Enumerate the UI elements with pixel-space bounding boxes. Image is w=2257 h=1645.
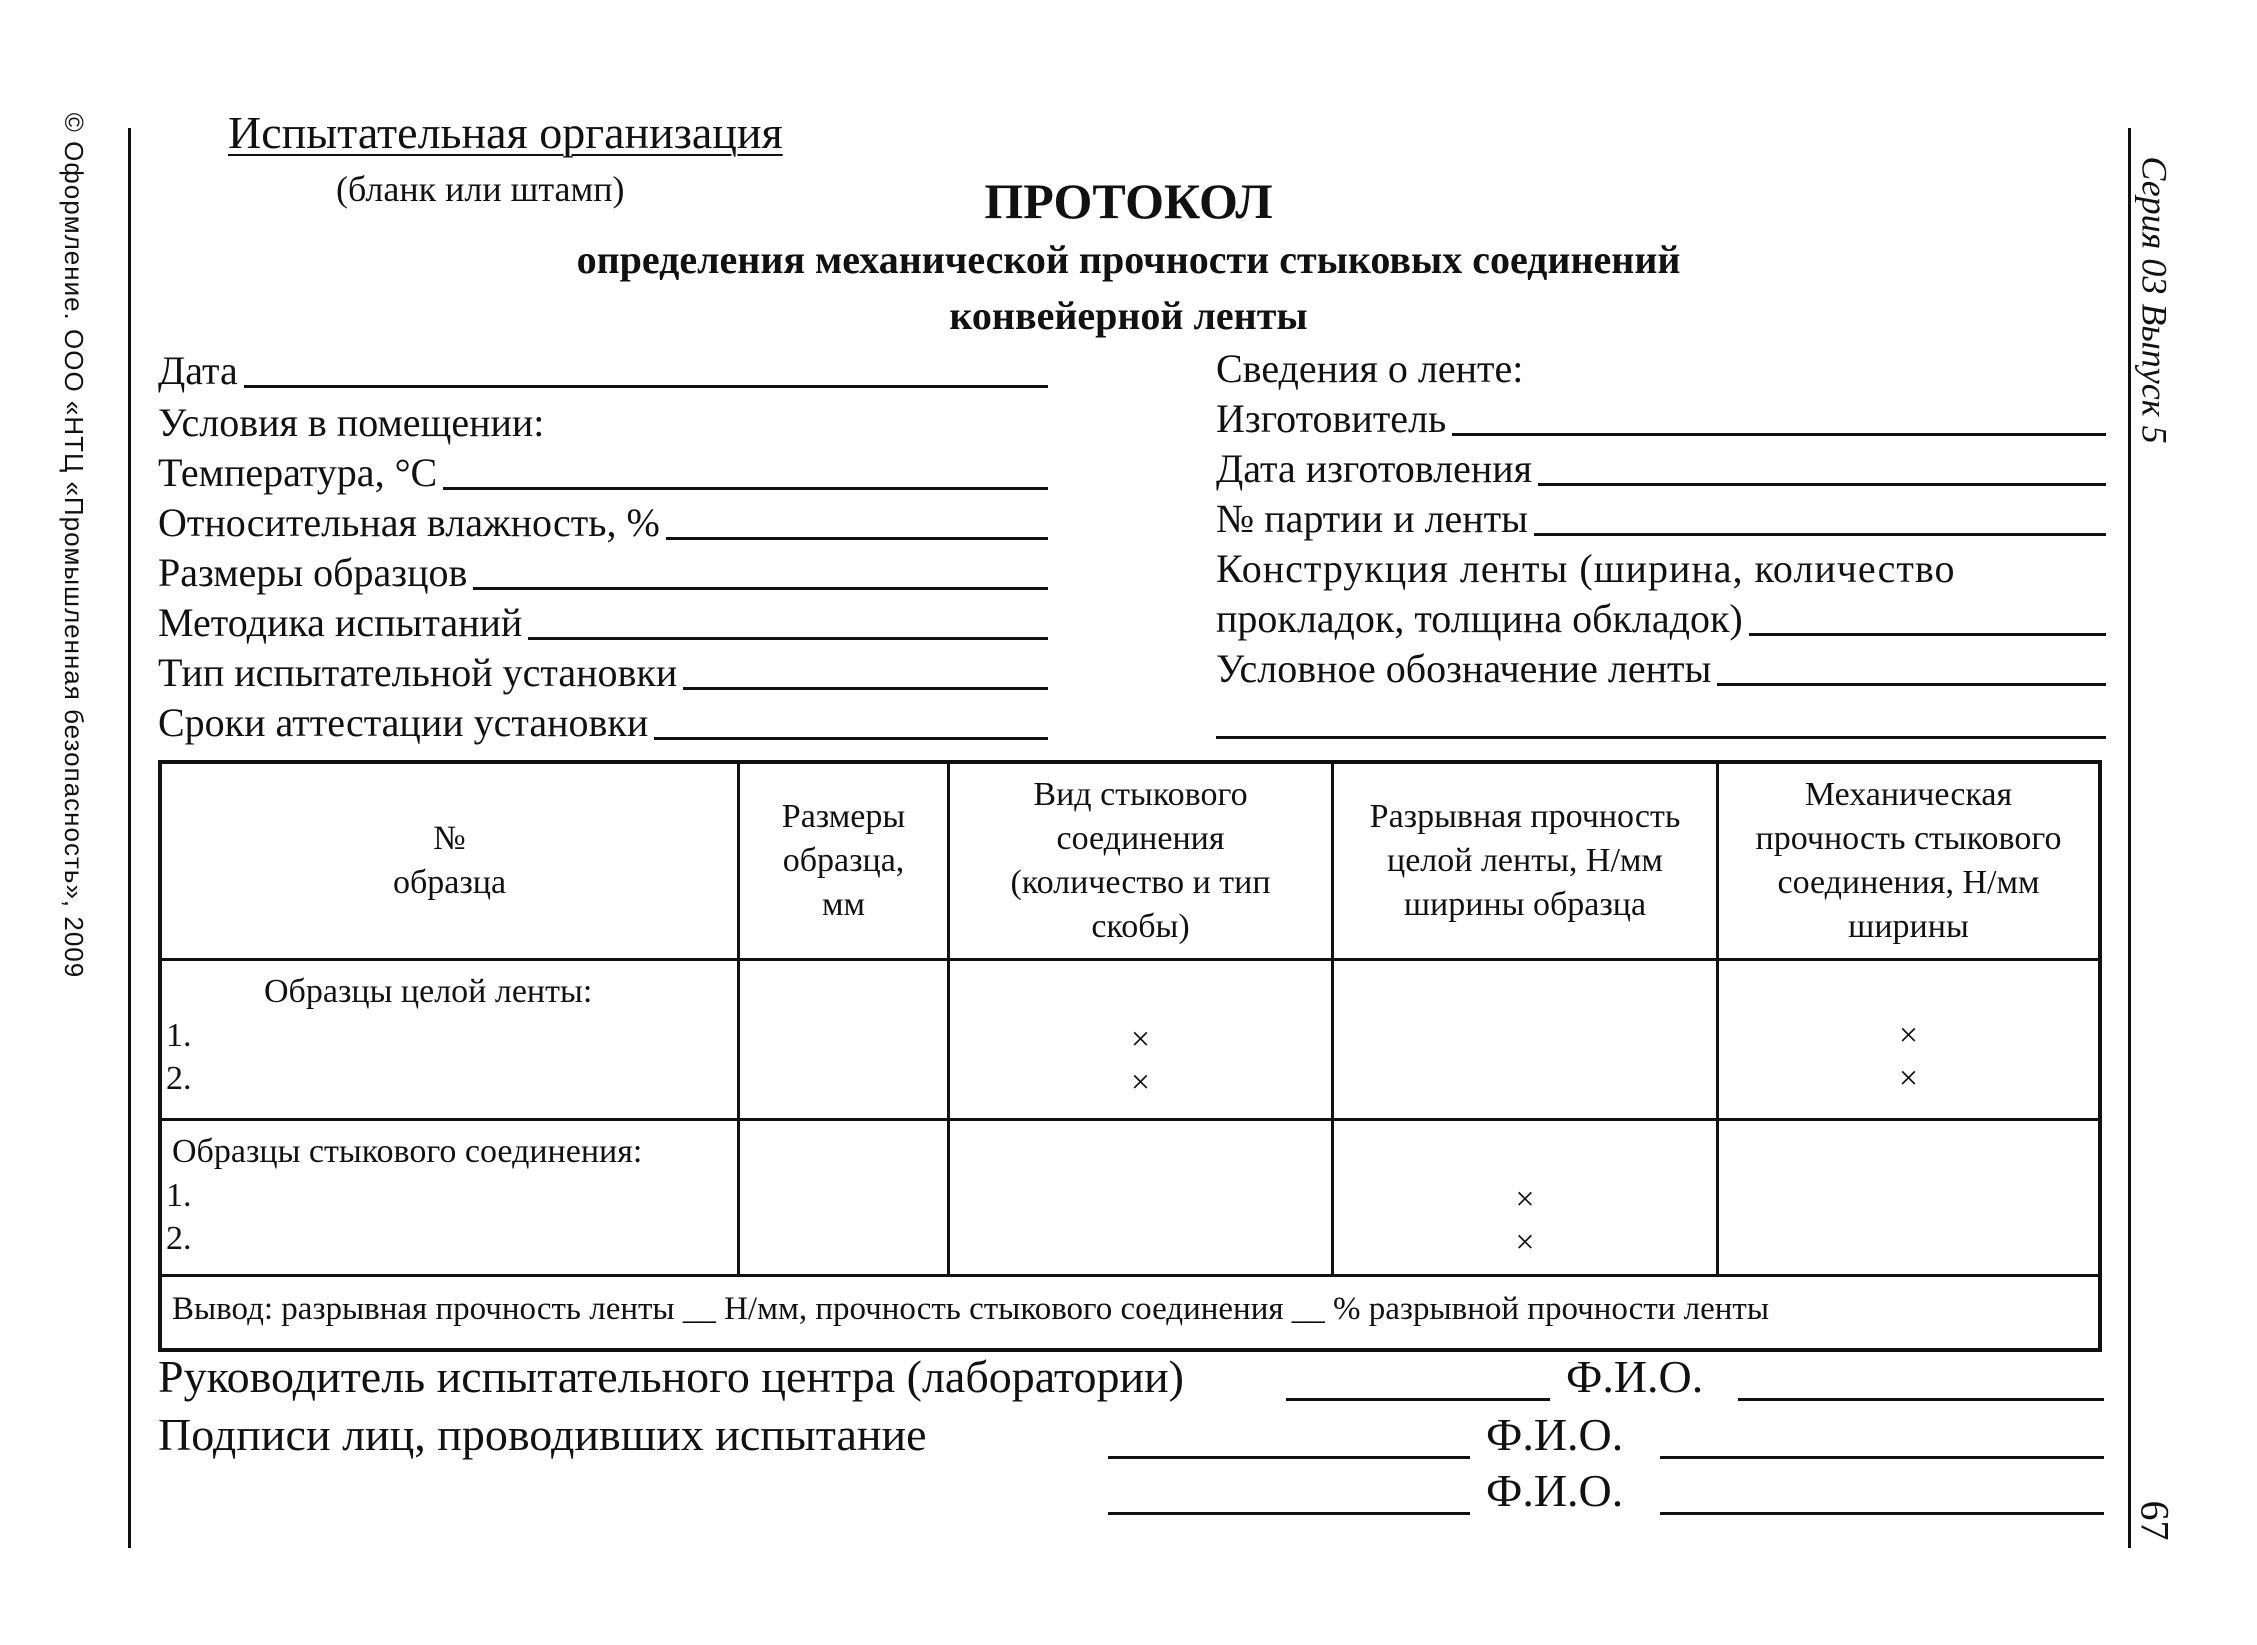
head-fio-line[interactable] <box>1738 1398 2104 1401</box>
testers-signature-label: Подписи лиц, проводивших испытание <box>158 1409 927 1460</box>
group2-label: Образцы стыкового соединения: <box>172 1133 643 1170</box>
manufacturer-label: Изготовитель <box>1216 396 1447 441</box>
series-text: Серия 03 Выпуск 5 <box>2135 156 2176 444</box>
conclusion-divider <box>162 1274 2098 1277</box>
document-subtitle-2: конвейерной ленты <box>949 293 1308 338</box>
group2-row2-breaking-mark: × <box>1515 1224 1535 1261</box>
results-table <box>158 760 2102 1352</box>
page-number-text: 67 <box>2132 1500 2178 1540</box>
manufacturer-field[interactable] <box>1216 394 2106 442</box>
header-sample-size: Размеры образца, мм <box>781 798 906 923</box>
method-blank[interactable] <box>528 636 1048 640</box>
installation-type-label: Тип испытательной установки <box>158 650 678 695</box>
humidity-field[interactable] <box>158 498 1048 546</box>
header-joint-strength: Механическая прочность стыкового соединения, Н/мм ширины <box>1755 776 2062 945</box>
group-divider <box>162 1118 2098 1121</box>
temperature-blank[interactable] <box>443 486 1048 490</box>
designation-label: Условное обозначение ленты <box>1216 646 1712 691</box>
group1-row1-joint-mark: × <box>1130 1021 1151 1058</box>
group1-row1-strength-mark: × <box>1898 1017 1919 1054</box>
sample-sizes-blank[interactable] <box>473 586 1048 590</box>
attestation-field[interactable] <box>158 698 1048 746</box>
conclusion-text: Вывод: разрывная прочность ленты __ Н/мм, прочность стыкового соединения __ % разрывной прочности ленты <box>172 1291 1770 1327</box>
humidity-label: Относительная влажность, % <box>158 500 660 545</box>
installation-type-field[interactable] <box>158 648 1048 696</box>
group2-row1-breaking-mark: × <box>1515 1181 1535 1218</box>
test-organization: Испытательная организация <box>228 107 783 158</box>
head-signature-label: Руководитель испытательного центра (лаборатории) <box>158 1351 1184 1402</box>
construction-label-2: прокладок, толщина обкладок) <box>1216 596 1743 641</box>
tester2-fio-label: Ф.И.О. <box>1486 1465 1624 1516</box>
group1-row2-no: 2. <box>166 1060 192 1097</box>
header-divider <box>162 958 2098 961</box>
humidity-blank[interactable] <box>666 536 1048 540</box>
stamp-note: (бланк или штамп) <box>336 169 625 209</box>
group2-row1-no: 1. <box>166 1177 192 1214</box>
tester2-fio-line[interactable] <box>1660 1512 2104 1515</box>
group1-row1-no: 1. <box>166 1017 192 1054</box>
temperature-field[interactable] <box>158 448 1048 496</box>
document-title: ПРОТОКОЛ <box>984 173 1273 229</box>
group1-row2-joint-mark: × <box>1130 1064 1151 1101</box>
head-signature-line[interactable] <box>1286 1398 1550 1401</box>
temperature-label: Температура, °С <box>158 450 438 495</box>
sample-sizes-label: Размеры образцов <box>158 550 468 595</box>
page-number <box>2128 1480 2182 1560</box>
header-sample-no: № образца <box>392 820 507 901</box>
left-margin-line <box>128 128 131 1548</box>
batch-blank[interactable] <box>1534 532 2106 536</box>
belt-info-heading <box>1216 344 2106 392</box>
method-label: Методика испытаний <box>158 600 523 645</box>
attestation-label: Сроки аттестации установки <box>158 700 649 745</box>
attestation-blank[interactable] <box>654 736 1048 740</box>
designation-blank[interactable] <box>1717 682 2106 686</box>
tester2-signature-line[interactable] <box>1108 1512 1470 1515</box>
date-field[interactable] <box>158 346 1048 394</box>
date-label: Дата <box>158 348 238 393</box>
construction-field[interactable] <box>1216 594 2106 642</box>
tester1-signature-line[interactable] <box>1108 1456 1470 1459</box>
room-conditions-label: Условия в помещении: <box>158 400 545 445</box>
manufacture-date-label: Дата изготовления <box>1216 446 1533 491</box>
installation-type-blank[interactable] <box>683 686 1048 690</box>
batch-field[interactable] <box>1216 494 2106 542</box>
head-fio-label: Ф.И.О. <box>1566 1351 1704 1402</box>
belt-info-label: Сведения о ленте: <box>1216 346 1524 391</box>
group1-label: Образцы целой ленты: <box>264 973 593 1010</box>
tester1-fio-label: Ф.И.О. <box>1486 1409 1624 1460</box>
room-conditions-heading <box>158 398 1048 446</box>
construction-label-1: Конструкция ленты (ширина, количество <box>1216 546 1956 591</box>
manufacture-date-field[interactable] <box>1216 444 2106 492</box>
construction-blank[interactable] <box>1749 632 2106 636</box>
designation-extra-blank[interactable] <box>1216 736 2106 739</box>
construction-heading <box>1216 544 2106 592</box>
group1-row2-strength-mark: × <box>1898 1060 1919 1097</box>
batch-label: № партии и ленты <box>1216 496 1528 541</box>
header-breaking-strength: Разрывная прочность целой ленты, Н/мм ширины образца <box>1369 798 1681 923</box>
manufacturer-blank[interactable] <box>1452 432 2106 436</box>
group2-row2-no: 2. <box>166 1220 192 1257</box>
designation-field[interactable] <box>1216 644 2106 692</box>
method-field[interactable] <box>158 598 1048 646</box>
document-subtitle-1: определения механической прочности стыковых соединений <box>576 237 1681 282</box>
tester1-fio-line[interactable] <box>1660 1456 2104 1459</box>
manufacture-date-blank[interactable] <box>1538 482 2106 486</box>
sample-sizes-field[interactable] <box>158 548 1048 596</box>
header-joint-type: Вид стыкового соединения (количество и тип скобы) <box>1010 776 1271 945</box>
date-blank[interactable] <box>244 384 1048 388</box>
copyright-text: © Оформление. ООО «НТЦ «Промышленная безопасность», 2009 <box>59 112 90 978</box>
